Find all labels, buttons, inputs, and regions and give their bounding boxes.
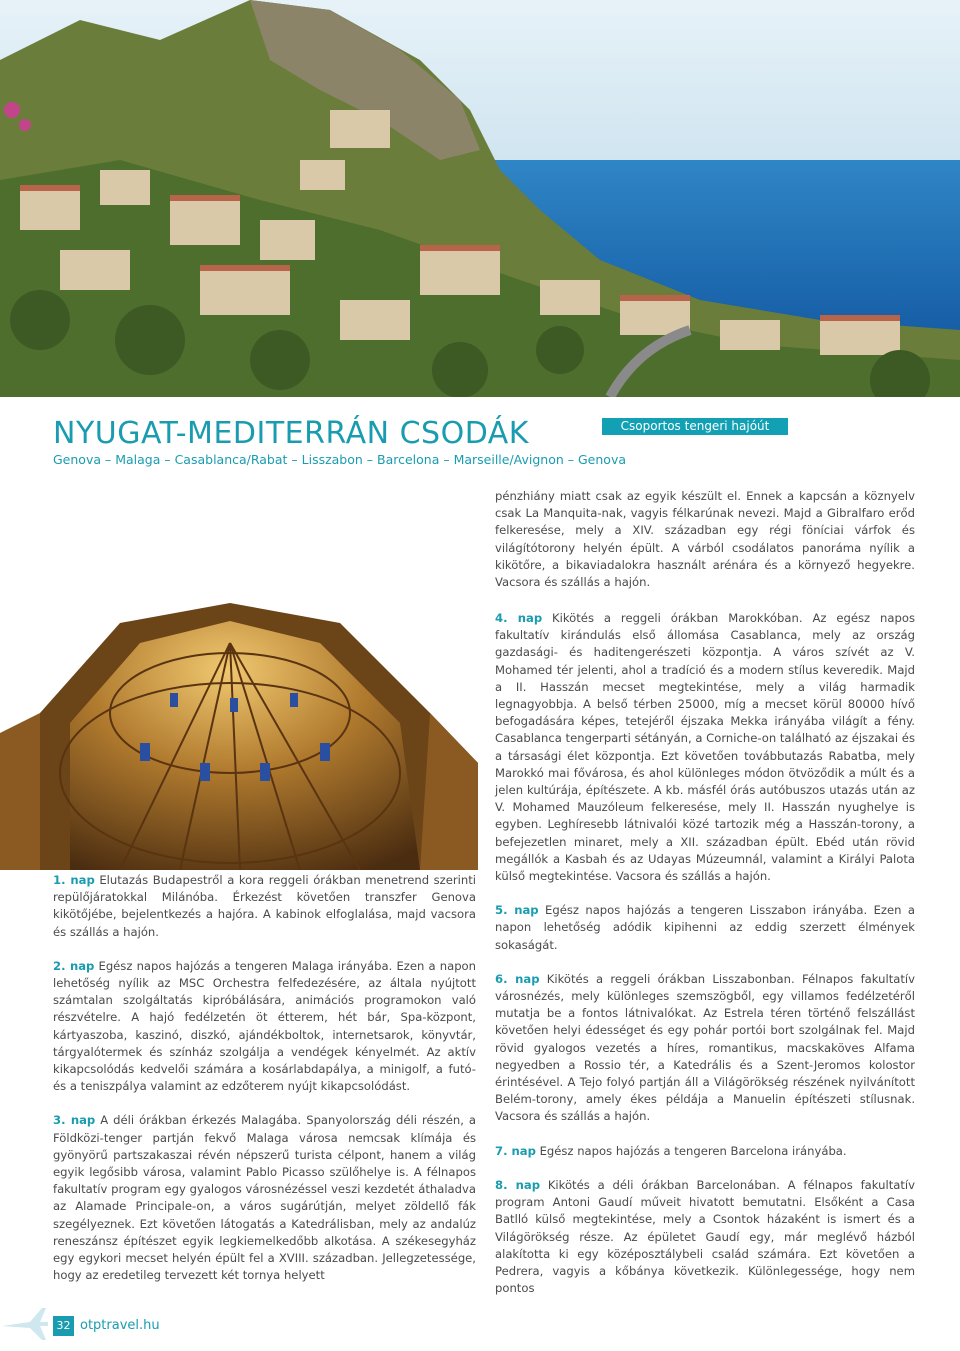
day-text: Kikötés a reggeli órákban Lisszabonban. Félnapos fakultatív városnézés, mely különleges szemszögből, egy villamos fedélzetéről mutatja be a fontos látnivalókat. Az Estrela téren történő felszállást követően helyi édességet és egy pohár portói bort szolgálnak fel. Majd rövid gyalogos vezetés a híres, romantikus, macskaköves Alfama negyedben a Rossio tér, a Katedrális és a Szent-Jeromos kolostor érintésével. A Tejo folyó partján áll a Világörökség részének nyilvánított Belém-torony, amely ékes példája a Manuelin építészeti stílusnak. Vacsora és szállás a hajón.: [495, 971, 915, 1124]
day-text: Kikötés a reggeli órákban Marokkóban. Az egész napos fakultatív kirándulás első állomása Casablanca, mely az ország gazdasági- és haditengerészeti központja. A város szívét az V. Mohamed tér jelenti, ahol a tradíció és a modern stílus keveredik. Majd a II. Hasszán mecset megtekintése, mely a világ harmadik legnagyobbja. A belső térben 25000, míg a mecset körül 80000 hívő befogadására képes, tetejéről éjszaka Mekka irányába világít a fény. Casablanca tengerparti sétányán, a Corniche-on található az éjszakai és a társasági élet központja. Ezt követően továbbutazás Rabatba, mely Marokkó mai fővárosa, és ahol különleges módon ötvöződik a múlt és a jelen kultúrája, építészete. A kb. másfél órás autóbuszos utazás után az V. Mohamed Mauzóleum felkeresése, mely II. Hasszán nyughelye is egyben. Leghíresebb látnivalói közé tartozik még a Hasszán-torony, a befejezetlen minaret, mely a XII. században épült. Ebéd után rövid megállók a Kasbah és az Udayas Múzeumnál, valamint a Királyi Palota külső megtekintése. Vacsora és szállás a hajón.: [495, 611, 915, 884]
route-subtitle: Genova – Malaga – Casablanca/Rabat – Lisszabon – Barcelona – Marseille/Avignon – Genova: [53, 452, 626, 467]
day-2-paragraph: [53, 958, 476, 1096]
coastal-town-image: [0, 0, 960, 397]
page-number: 32: [53, 1316, 74, 1336]
page-title: NYUGAT-MEDITERRÁN CSODÁK: [53, 416, 529, 451]
day-text: A déli órákban érkezés Malagába. Spanyolország déli részén, a Földközi-tenger partján fekvő Malaga városa nemcsak klímája és gyönyörű partszakaszai révén népszerű turista célpont, hanem a világ egyik legősibb városa, valamint Pablo Picasso szülőhelye is. A félnapos fakultatív program egy gyalogos városnézéssel veszi kezdetét áthaladva az Alamade Principale-on, a város sugárútján, melyet zöldellő fák szegélyeznek. Ezt követően látogatás a Katedrálisban, mely az andalúz reneszánsz építészet egyik legkiemelkedőbb alkotása. A székesegyház egy egykori mecset helyén épült fel a XVIII. században. Jellegzetessége, hogy az eredetileg tervezett két tornya helyett: [53, 1113, 476, 1283]
tour-type-badge: Csoportos tengeri hajóút: [602, 418, 788, 435]
airplane-icon: [0, 1304, 50, 1344]
dome-ceiling-image: [0, 603, 478, 870]
day-label: 4. nap: [495, 611, 543, 625]
day-4-paragraph: [495, 610, 915, 885]
left-column: [53, 872, 476, 1301]
day-text: Egész napos hajózás a tengeren Barcelona irányába.: [535, 1143, 847, 1158]
hero-photo: [0, 0, 960, 397]
right-column-intro: [495, 488, 915, 608]
dome-photo: [0, 603, 478, 870]
day-label: 1. nap: [53, 873, 95, 887]
day-3-paragraph: [53, 1112, 476, 1284]
day-text: Kikötés a déli órákban Barcelonában. A félnapos fakultatív program Antoni Gaudí műveit hivatott bemutatni. Elsőként a Casa Batlló külső megtekintése, mely a Csontok házaként is ismert és a Világörökség része. Az épületet Gaudí egy, már meglévő házból alakította ki egy középosztálybeli család számára. Ezt követően a Pedrera, vagyis a kőbánya következik. Különlegessége, hogy nem pontos: [495, 1177, 915, 1296]
day-6-paragraph: [495, 971, 915, 1126]
day-text: Egész napos hajózás a tengeren Malaga irányába. Ezen a napon lehetőség nyílik az MSC Orchestra felfedezésére, az általa nyújtott számtalan szolgáltatás kipróbálására, animációs programokon való részvételre. A hajó fedélzetén öt étterem, hét bár, Spa-központ, kártyaszoba, kaszinó, diszkó, ajándékboltok, internetsarok, könyvtár, tárgyalótermek és színház szolgálja a vendégek kényelmét. Az aktív kikapcsolódás kedvelői számára a kosárlabdapálya, a minigolf, a futó- és a teniszpálya valamint az edzőterem nyújt kikapcsolódást.: [53, 958, 476, 1094]
day-label: 2. nap: [53, 958, 95, 973]
day-label: 5. nap: [495, 903, 539, 918]
day-label: 7. nap: [495, 1143, 536, 1158]
day-label: 8. nap: [495, 1177, 541, 1192]
day-8-paragraph: [495, 1177, 915, 1297]
day-3-continuation: pénzhiány miatt csak az egyik készült el. Ennek a kapcsán a köznyelv csak La Manquita-nak, vagyis félkarúnak nevezi. Majd a Gibralfaro erőd felkeresése, mely a XIV. században egy régi föníciai várfok és világítótorony helyén épült. A várból csodálatos panoráma nyílik a kikötőre, a bikaviadalokra használt arénára és a környező hegyekre. Vacsora és szállás a hajón.: [495, 489, 915, 590]
day-text: Elutazás Budapestről a kora reggeli órákban menetrend szerinti repülőjáratokkal Milánóba. Érkezést követően transzfer Genova kikötőjébe, bejelentkezés a hajóra. A kabinok elfoglalása, majd vacsora és szállás a hajón.: [53, 873, 476, 939]
day-5-paragraph: [495, 902, 915, 954]
day-1-paragraph: [53, 872, 476, 941]
right-column: [495, 610, 915, 1314]
day-label: 3. nap: [53, 1113, 96, 1128]
day-7-paragraph: [495, 1143, 915, 1160]
day-label: 6. nap: [495, 971, 540, 986]
day-text: Egész napos hajózás a tengeren Lisszabon irányába. Ezen a napon lehetőség adódik kipihenni az eddig szerzett élmények sokaságát.: [495, 903, 915, 952]
website-link[interactable]: otptravel.hu: [80, 1318, 160, 1333]
